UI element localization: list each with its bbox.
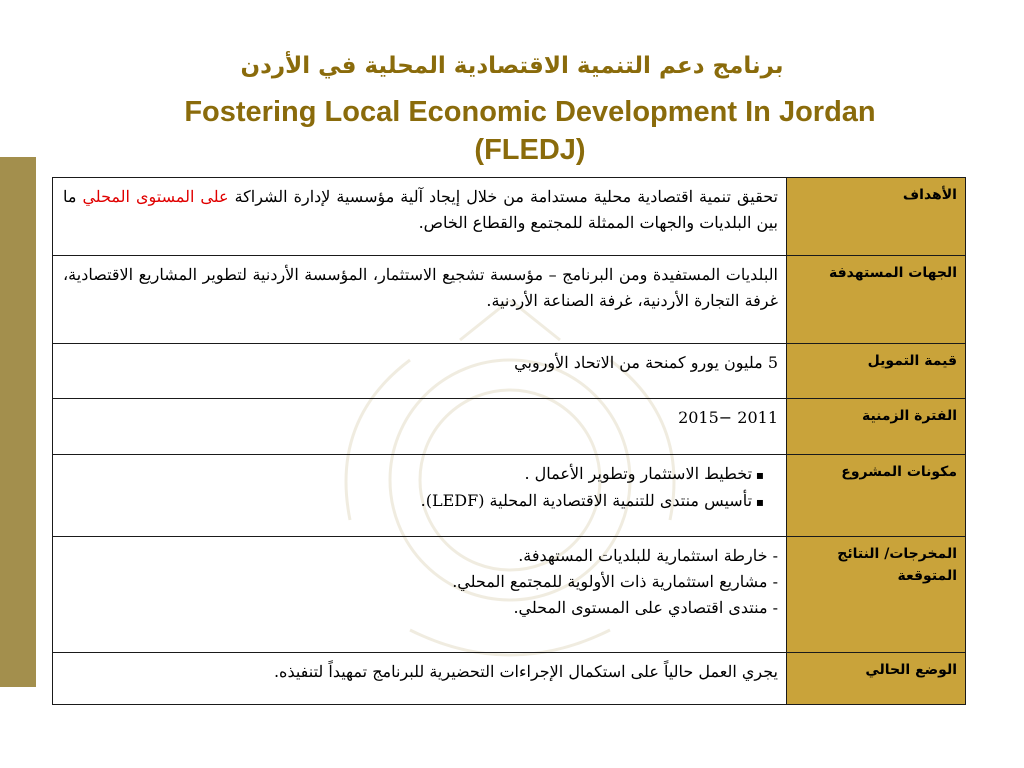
table-row-objectives bbox=[53, 178, 966, 256]
label-status: الوضع الحالي bbox=[787, 653, 966, 705]
label-outputs: المخرجات/ النتائج المتوقعة bbox=[787, 537, 966, 653]
table-row-target-groups bbox=[53, 256, 966, 344]
component-item: ▪ تأسيس منتدى للتنمية الاقتصادية المحلية (LEDF). bbox=[63, 488, 764, 515]
objectives-text-a: تحقيق تنمية اقتصادية محلية مستدامة من خلال إيجاد آلية مؤسسية لإدارة الشراكة bbox=[234, 187, 778, 206]
cell-objectives bbox=[53, 178, 787, 256]
label-funding: قيمة التمويل bbox=[787, 344, 966, 399]
table-row-outputs bbox=[53, 537, 966, 653]
objectives-text-b: ما بين البلديات والجهات الممثلة للمجتمع والقطاع الخاص. bbox=[63, 187, 778, 232]
table-row-components bbox=[53, 455, 966, 537]
program-table bbox=[52, 177, 966, 705]
cell-target-groups: البلديات المستفيدة ومن البرنامج – مؤسسة تشجيع الاستثمار، المؤسسة الأردنية لتطوير المشاريع الاقتصادية، غرفة التجارة الأردنية، غرفة الصناعة الأردنية. bbox=[53, 256, 787, 344]
output-item: - مشاريع استثمارية ذات الأولوية للمجتمع المحلي. bbox=[452, 572, 778, 591]
decorative-side-bar bbox=[0, 157, 36, 687]
title-english-line2: (FLEDJ) bbox=[474, 134, 586, 166]
cell-duration: 2011 −2015 bbox=[53, 399, 787, 455]
cell-components bbox=[53, 455, 787, 537]
table-row-status bbox=[53, 653, 966, 705]
output-item: - خارطة استثمارية للبلديات المستهدفة. bbox=[518, 546, 778, 565]
objectives-text-highlight: على المستوى المحلي bbox=[82, 187, 229, 206]
label-duration: الفترة الزمنية bbox=[787, 399, 966, 455]
table-row-funding bbox=[53, 344, 966, 399]
cell-status: يجري العمل حالياً على استكمال الإجراءات التحضيرية للبرنامج تمهيداً لتنفيذه. bbox=[53, 653, 787, 705]
page-title-arabic: برنامج دعم التنمية الاقتصادية المحلية في الأردن bbox=[240, 53, 784, 79]
label-target-groups: الجهات المستهدفة bbox=[787, 256, 966, 344]
label-objectives: الأهداف bbox=[787, 178, 966, 256]
table-row-duration bbox=[53, 399, 966, 455]
cell-outputs bbox=[53, 537, 787, 653]
page-title-english bbox=[80, 93, 980, 169]
output-item: - منتدى اقتصادي على المستوى المحلي. bbox=[513, 598, 778, 617]
title-english-line1: Fostering Local Economic Development In Jordan bbox=[184, 96, 876, 128]
cell-funding: 5 مليون يورو كمنحة من الاتحاد الأوروبي bbox=[53, 344, 787, 399]
component-item: ▪ تخطيط الاستثمار وتطوير الأعمال . bbox=[63, 461, 764, 488]
label-components: مكونات المشروع bbox=[787, 455, 966, 537]
